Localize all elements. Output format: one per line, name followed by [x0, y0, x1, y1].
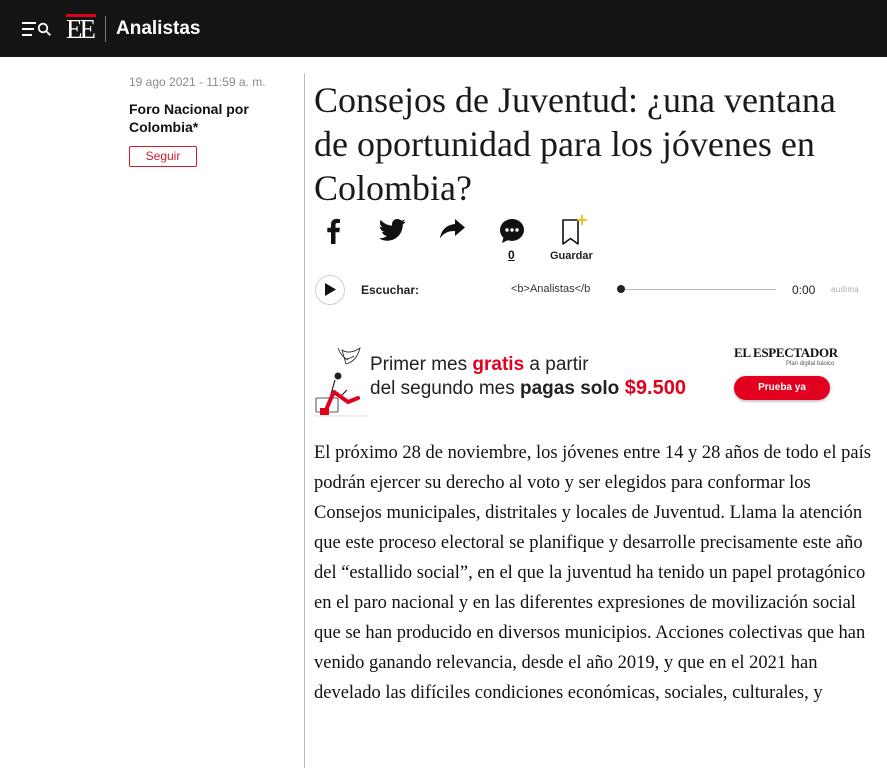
promo-line-2: del segundo mes pagas solo $9.500	[370, 377, 686, 399]
column-divider	[304, 73, 305, 768]
share-button[interactable]	[439, 218, 466, 240]
facebook-icon	[323, 218, 343, 244]
top-header	[0, 0, 887, 57]
promo-line-1: Primer mes gratis a partir	[370, 354, 589, 375]
audio-progress-bar[interactable]	[621, 289, 776, 290]
share-icon	[439, 218, 466, 240]
reading-person-illustration	[314, 342, 368, 418]
header-divider	[105, 16, 106, 42]
article-title: Consejos de Juventud: ¿una ventana de oportunidad para los jóvenes en Colombia?	[314, 80, 836, 208]
follow-button[interactable]: Seguir	[129, 146, 197, 167]
audio-provider-logo[interactable]: audima	[831, 285, 860, 294]
promo-plan: Plan digital básico	[786, 361, 835, 367]
save-label[interactable]: Guardar	[550, 250, 593, 262]
bookmark-icon	[560, 214, 588, 246]
subscription-promo-banner[interactable]	[314, 334, 844, 418]
comment-icon	[499, 218, 525, 244]
promo-brand: EL ESPECTADOR	[734, 345, 838, 360]
comment-count[interactable]: 0	[508, 248, 515, 262]
play-icon	[325, 283, 336, 296]
listen-label: Escuchar:	[361, 283, 420, 297]
menu-search-button[interactable]	[22, 19, 54, 39]
play-button[interactable]	[315, 275, 345, 305]
site-logo[interactable]	[66, 14, 96, 43]
author-name[interactable]: Foro Nacional por Colombia*	[129, 101, 249, 135]
section-title[interactable]: Analistas	[116, 18, 201, 39]
audio-time: 0:00	[792, 283, 816, 297]
logo-text: EE	[66, 14, 93, 44]
try-now-button[interactable]: Prueba ya	[734, 376, 830, 400]
twitter-icon	[379, 218, 406, 242]
twitter-share-button[interactable]	[379, 218, 406, 242]
publish-date: 19 ago 2021 - 11:59 a. m.	[129, 75, 266, 89]
save-button[interactable]	[560, 214, 588, 246]
audio-progress-knob[interactable]	[617, 285, 625, 293]
audio-track-name: <b>Analistas</b	[511, 283, 591, 295]
hamburger-icon	[22, 22, 36, 40]
article-body: El próximo 28 de noviembre, los jóvenes entre 14 y 28 años de todo el país podrán ejercer su derecho al voto y ser elegidos para conformar los Consejos municipales, distritales y locales de Juventud. Llama la atención que este proceso electoral se planifique y desarrolle precisamente este año del “estallido social”, en el que la juventud ha tenido un papel protagónico en el paro nacional y en las diferentes expresiones de movilización social que se han producido en diversos municipios. Acciones colectivas que han venido ganando relevancia, desde el año 2019, y que en el 2021 han develado las difíciles condiciones económicas, sociales, culturales, y	[314, 443, 871, 703]
facebook-share-button[interactable]	[323, 218, 343, 244]
search-icon	[37, 22, 51, 36]
comments-button[interactable]	[499, 218, 525, 244]
